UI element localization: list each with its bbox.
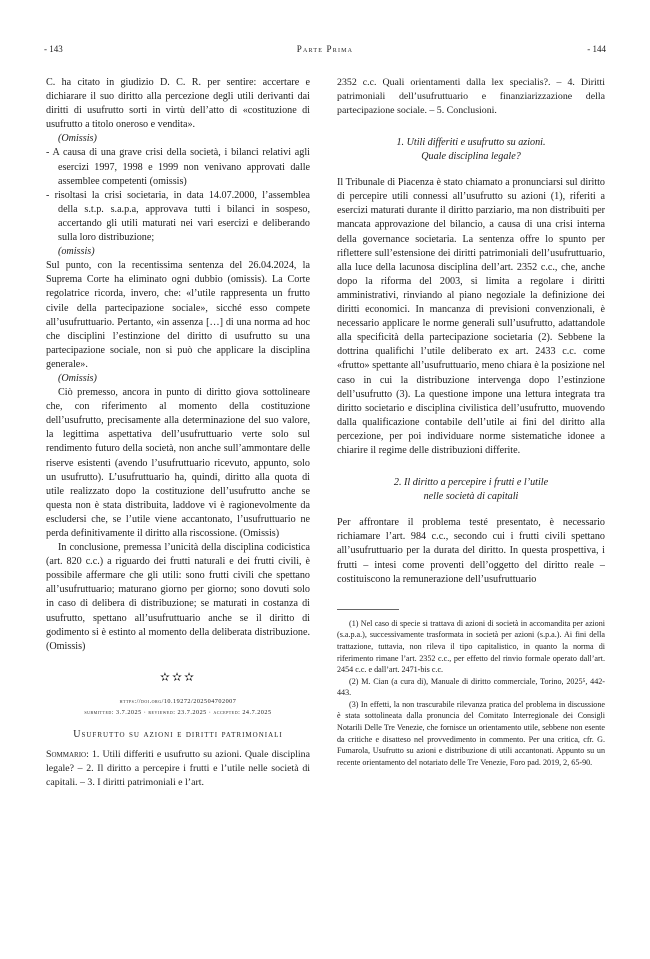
paragraph: In conclusione, premessa l’unicità della disciplina codicistica (art. 820 c.c.) a riguardo dei frutti naturali e dei frutti civili, è possibile affermare che gli utili: sono frutti civili che spettano all’usufruttuario; maturano giorno per giorno; sono dovuti solo in caso di delibera di distribuzione; se maturati in costanza di usufrutto, spettano all’usufruttuario anche se il diritto di godimento si è estinto al momento della deliberata distribuzione. (Omissis) [46, 542, 310, 652]
section-heading-1: 1. Utili differiti e usufrutto su azioni. [396, 137, 546, 148]
footnote-1: (1) Nel caso di specie si trattava di azioni di società in accomandita per azioni (s.a.p.a.), successivamente trasformata in società per azioni (s.p.a.). Ai fini della trattazione, tuttavia, non rileva il tipo capitalistico, in quanto la norma di riferimento rimane l’art. 2352 c.c., per effetto del rinvio formale operato dall’art. 2454 c.c. e dall’art. 2471-bis c.c. [337, 618, 605, 675]
spacer [337, 504, 605, 516]
omissis-note: (Omissis) [58, 372, 97, 384]
paragraph: Per affrontare il problema testé presentato, è necessario richiamare l’art. 984 c.c., secondo cui i frutti civili spettano all’usufruttuario per la durata del diritto. In questa prospettiva, i frutti – intesi come proventi dell’oggetto del diritto reale – costituiscono la remunerazione dell’usufruttuario [337, 517, 605, 585]
right-column [337, 76, 605, 768]
running-title: Parte Prima [296, 44, 354, 54]
section-heading-1-sub: Quale disciplina legale? [421, 151, 521, 163]
page-number-left: - 143 [44, 44, 63, 54]
paragraph: C. ha citato in giudizio D. C. R. per sentire: accertare e dichiarare il suo diritto alla percezione degli utili derivanti dai diritti di usufrutto sorti in virtù dell’atto di «costituzione di usufrutto a titolo oneroso e vendita». [46, 77, 310, 131]
summary-continued: 2352 c.c. Quali orientamenti dalla lex specialis?. – 4. Diritti patrimoniali dell’usufruttuario e finanziarizzazione della partecipazione sociale. – 5. Conclusioni. [337, 77, 605, 116]
footnote-3: (3) In effetti, la non trascurabile rilevanza pratica del problema in discussione è stata sottolineata dalla pronuncia del Comitato Interregionale dei Consigli Notarili Delle Tre Venezie, che fornisce un orientamento utile, sebbene non esente da critiche e disatteso nel provvedimento in commento. Per una critica, cfr. G. Fumarola, Usufrutto su azioni e distribuzione di utili accantonati. Appunto su un recente orientamento del notariato delle Tre Venezie, Foro pad. 2019, 2, 65-90. [337, 699, 605, 767]
article-title: Usufrutto su azioni e diritti patrimoniali [73, 728, 283, 740]
paragraph: Il Tribunale di Piacenza è stato chiamato a pronunciarsi sul diritto di percepire utili connessi all’usufrutto su azioni (1), riferiti a esercizi maturati durante il diritto parziario, ma non distribuiti per mancata approvazione del bilancio, a causa di una crisi interna della governance societaria. La sentenza offre lo spunto per riflettere sull’estensione dei diritti patrimoniali dell’usufruttuario, alla luce della lacunosa disciplina dell’art. 2352 c.c., che, anche dopo la riforma del 2003, si limita a regolare i diritti amministrativi, rinviando al piano negoziale la definizione dei diritti economici. In mancanza di previsioni convenzionali, è necessario applicare le norme generali sull’usufrutto, adattandole alla specificità della partecipazione societaria (2). Sebbene la dottrina qualifichi l’utile deliberato ex art. 2433 c.c. come «frutto» spettante all’usufruttuario, meno chiara è la posizione nel caso in cui la distribuzione intervenga dopo l’estinzione dell’usufrutto (3). La questione impone una lettura integrata tra diritto societario e disciplina civilistica dell’usufrutto, muovendo dalla qualificazione contabile dell’utile ai fini del diritto alla percezione, per poi individuare norme sistematiche idonee a chiarire il regime delle distribuzioni differite. [337, 177, 605, 456]
spacer [337, 164, 605, 176]
paragraph: Sul punto, con la recentissima sentenza del 26.04.2024, la Suprema Corte ha eliminato ogni dubbio (omissis). La Corte regolatrice ricorda, invero, che: «l’utile rappresenta un frutto civile della partecipazione sociale», sicché esso compete all’usufruttuario. Pertanto, «in assenza […] di una norma ad hoc che disciplini l’estinzione del diritto di usufrutto su una partecipazione sociale, non si può che applicare la disciplina generale». [46, 260, 310, 370]
paragraph: Ciò premesso, ancora in punto di diritto giova sottolineare che, con riferimento al momento della costituzione dell’usufrutto, precisamente alla determinazione del suo valore, la legittima aspettativa dell’usufruttuario verte solo sul rendimento futuro della società, non anche sull’ammontare delle riserve esistenti (avendo l’usufruttuario ricevuto, appunto, solo un usufrutto). L’usufruttuario ha, quindi, diritto alla quota di utile realizzato dopo la costituzione dell’usufrutto anche se questa non è stata distribuita, laddove vi è ragionevolmente da escludersi che, se l’utile viene accantonato, l’usufruttuario ne perda definitivamente il diritto alla riscossione. (Omissis) [46, 387, 310, 539]
submission-dates: submitted: 3.7.2025 · reviewed: 23.7.2025 · accepted: 24.7.2025 [84, 708, 272, 716]
section-heading-2-sub: nelle società di capitali [423, 491, 519, 503]
section-separator-stars: ✫✫✫ [159, 669, 197, 684]
page-number-right: - 144 [587, 44, 606, 54]
running-header [44, 44, 606, 58]
section-heading-2: 2. Il diritto a percepire i frutti e l’utile [393, 477, 549, 489]
summary-label: Sommario: [46, 749, 89, 761]
footnote-separator [337, 609, 399, 610]
summary-text: 1. Utili differiti e usufrutto su azioni. Quale disciplina legale? – 2. Il diritto a percepire i frutti e l’utile nelle società di capitali. – 3. I diritti patrimoniali e l’art. [46, 749, 310, 789]
list-item: - risoltasi la crisi societaria, in data 14.07.2000, l’assemblea della s.t.p. s.a.p.a, approvava tutti i bilanci in sospeso, accertando gli utili maturati nei vari esercizi e deliberando sulla loro distribuzione; [46, 189, 310, 244]
list-item: - A causa di una grave crisi della società, i bilanci relativi agli esercizi 1997, 1998 e 1999 non venivano approvati dalle assemblee competenti (omissis) [46, 147, 310, 187]
omissis-note: (Omissis) [58, 133, 97, 145]
footnote-2: (2) M. Cian (a cura di), Manuale di diritto commerciale, Torino, 2025⁵, 442-443. [337, 676, 605, 698]
doi-link[interactable]: https://doi.org/10.19272/202504702007 [119, 697, 237, 705]
summary [46, 748, 310, 790]
omissis-note: (omissis) [58, 246, 95, 258]
left-column [46, 76, 310, 790]
